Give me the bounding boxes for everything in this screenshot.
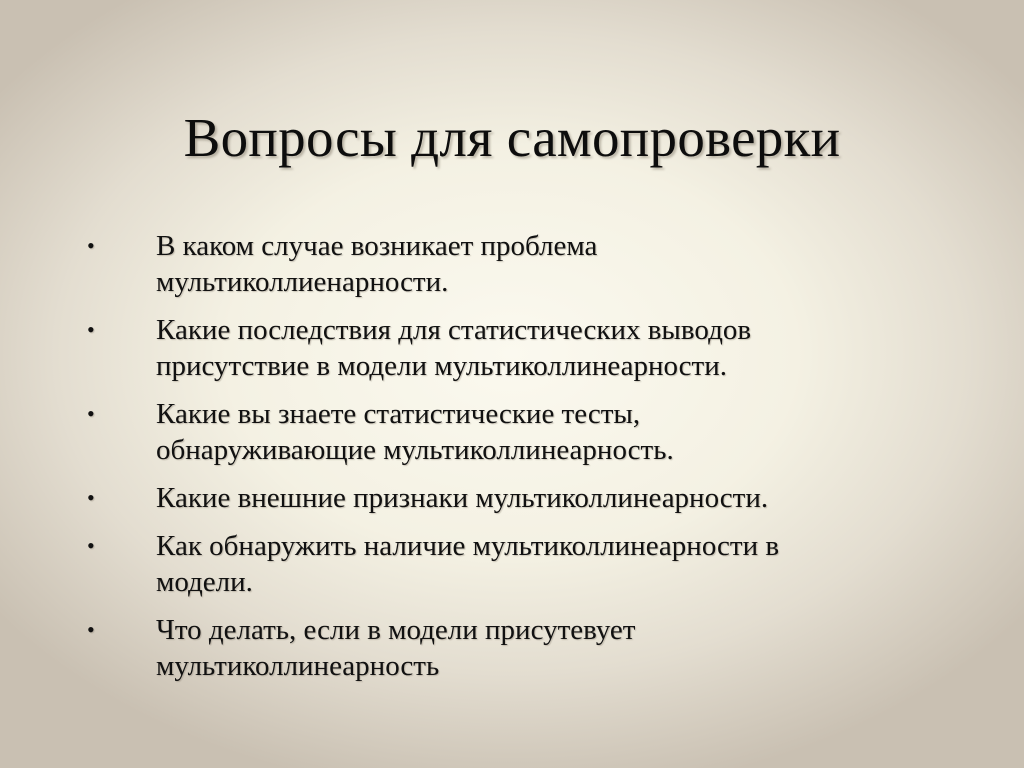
question-item — [0, 396, 1024, 468]
bullet-icon: • — [87, 401, 95, 426]
question-item — [0, 312, 1024, 384]
slide-title: Вопросы для самопроверки — [183, 107, 841, 168]
question-text-line2: мультиколлинеарность — [156, 650, 440, 682]
question-text-line1: Что делать, если в модели присутевует — [156, 614, 636, 646]
bullet-icon: • — [87, 233, 95, 258]
question-text-line2: модели. — [156, 566, 253, 598]
bullet-icon: • — [87, 533, 95, 558]
bullet-icon: • — [87, 485, 95, 510]
question-item — [0, 528, 1024, 600]
question-text-line2: мультиколлиенарности. — [156, 266, 449, 298]
question-item — [0, 228, 1024, 300]
question-text-line1: Какие вы знаете статистические тесты, — [156, 398, 641, 430]
question-text-line1: Какие последствия для статистических выводов — [156, 314, 752, 346]
question-list — [0, 228, 1024, 696]
bullet-icon: • — [87, 617, 95, 642]
question-text-line1: Какие внешние признаки мультиколлинеарности. — [156, 482, 769, 514]
question-text-line1: Как обнаружить наличие мультиколлинеарности в — [156, 530, 780, 562]
question-text-line2: присутствие в модели мультиколлинеарности. — [156, 350, 727, 382]
question-text-line1: В каком случае возникает проблема — [156, 230, 598, 262]
bullet-icon: • — [87, 317, 95, 342]
question-text-line2: обнаруживающие мультиколлинеарность. — [156, 434, 674, 466]
question-item — [0, 612, 1024, 684]
question-item — [0, 480, 1024, 516]
